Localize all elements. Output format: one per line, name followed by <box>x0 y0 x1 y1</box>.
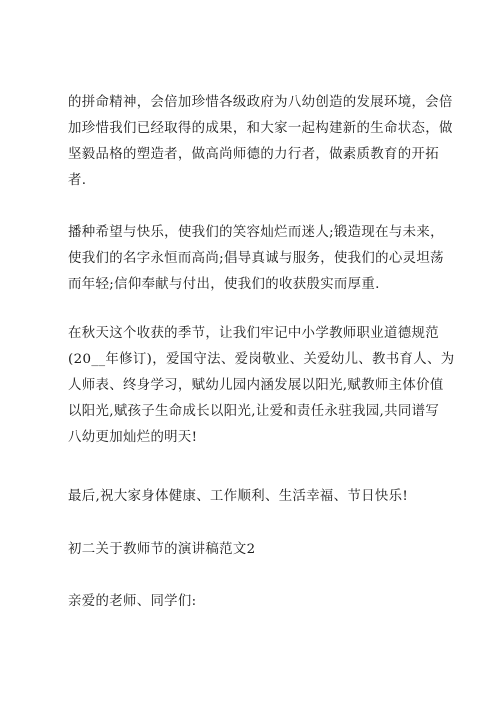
paragraph-hope-and-joy <box>68 220 444 298</box>
salutation <box>68 589 440 615</box>
section-heading <box>68 537 440 563</box>
text-line: 在秋天这个收获的季节，让我们牢记中小学教师职业道德规范 <box>68 326 439 341</box>
text-line: (20__年修订)，爱国守法、爱岗敬业、关爱幼儿、教书育人、为 <box>68 352 455 367</box>
heading-text: 初二关于教师节的演讲稿范文2 <box>68 542 256 557</box>
text-line: 使我们的名字永恒而高尚;倡导真诚与服务，使我们的心灵坦荡 <box>68 251 444 266</box>
paragraph-autumn-harvest <box>68 321 455 451</box>
text-line: 加珍惜我们已经取得的成果，和大家一起构建新的生命状态，做 <box>68 121 453 136</box>
paragraph-final-wishes <box>68 484 440 510</box>
text-line: 最后,祝大家身体健康、工作顺利、生活幸福、节日快乐! <box>68 489 409 504</box>
paragraph-closing-commitment <box>68 90 453 194</box>
text-line: 以阳光,赋孩子生命成长以阳光,让爱和责任永驻我园,共同谱写 <box>68 404 440 419</box>
text-line: 播种希望与快乐，使我们的笑容灿烂而迷人;锻造现在与未来， <box>68 225 444 240</box>
salutation-text: 亲爱的老师、同学们: <box>68 594 197 609</box>
text-line: 的拼命精神，会倍加珍惜各级政府为八幼创造的发展环境，会倍 <box>68 95 453 110</box>
text-line: 八幼更加灿烂的明天! <box>68 430 198 445</box>
text-line: 坚毅品格的塑造者，做高尚师德的力行者，做素质教育的开拓 <box>68 147 439 162</box>
text-line: 而年轻;信仰奉献与付出，使我们的收获殷实而厚重. <box>68 277 380 292</box>
text-line: 人师表、终身学习，赋幼儿园内涵发展以阳光,赋教师主体价值 <box>68 378 444 393</box>
text-line: 者. <box>68 173 87 188</box>
